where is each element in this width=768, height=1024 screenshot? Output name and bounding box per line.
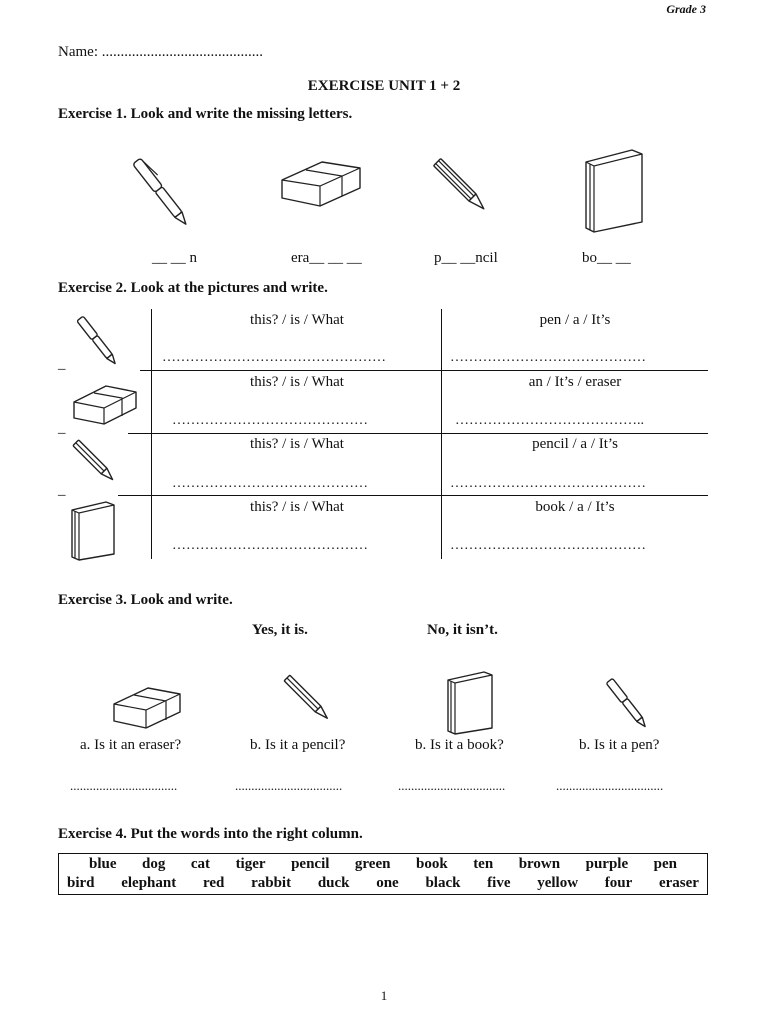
pen-icon [122,150,202,234]
row-3-left-prompt: this? / is / What [250,436,344,452]
table-row-line [128,433,708,434]
word-item: cat [190,856,211,872]
word-item: yellow [537,875,579,891]
row-4-left-answer: …………………………………… [172,538,368,553]
dash-mark: _ [58,420,66,436]
word-item: ten [473,856,494,872]
word-item: black [425,875,461,891]
word-item: duck [317,875,350,891]
table-row-line [140,370,708,371]
word-bank [58,853,708,895]
word-item: eraser [658,875,699,891]
row-3-right-answer: …………………………………… [450,476,646,491]
answer-line-eraser: ................................. [70,778,178,793]
word-item: elephant [121,875,177,891]
row-1-left-prompt: this? / is / What [250,312,344,328]
row-4-left-prompt: this? / is / What [250,499,344,515]
word-bank-row-2 [59,875,707,892]
row-3-left-answer: …………………………………… [172,476,368,491]
word-item: four [604,875,633,891]
missing-letters-book: bo__ __ [582,250,631,266]
pen-icon [68,310,128,370]
word-item: bird [67,875,95,891]
word-item: brown [518,856,561,872]
word-item: green [354,856,391,872]
word-bank-row-1 [59,856,707,873]
question-eraser: a. Is it an eraser? [80,737,182,753]
name-line: Name: ........................................... [58,44,263,60]
answer-line-pen: ................................. [556,778,664,793]
pencil-icon [68,436,126,492]
answer-line-book: ................................. [398,778,506,793]
missing-letters-pen: __ __ n [152,250,197,266]
word-item: pencil [291,856,330,872]
table-divider-left [151,309,152,559]
question-pen: b. Is it a pen? [579,737,660,753]
book-icon [580,148,646,234]
pen-icon [598,672,658,734]
eraser-icon [278,152,364,212]
row-4-right-answer: …………………………………… [450,538,646,553]
word-item: one [376,875,399,891]
dash-mark: _ [58,482,66,498]
exercise-3-heading: Exercise 3. Look and write. [58,592,233,608]
row-1-right-prompt: pen / a / It’s [539,312,611,328]
page-number: 1 [380,988,388,1003]
word-item: book [415,856,448,872]
eraser-icon [70,378,140,428]
word-item: dog [142,856,166,872]
row-2-left-answer: …………………………………… [172,413,368,428]
row-3-right-prompt: pencil / a / It’s [532,436,618,452]
dash-mark: _ [58,356,66,372]
exercise-2-heading: Exercise 2. Look at the pictures and write. [58,280,328,296]
grade-label: Grade 3 [666,2,706,16]
exercise-4-heading: Exercise 4. Put the words into the right column. [58,826,363,842]
answer-option-no: No, it isn’t. [427,622,498,638]
answer-option-yes: Yes, it is. [252,622,308,638]
word-item: blue [89,856,117,872]
answer-line-pencil: ................................. [235,778,343,793]
word-item: tiger [235,856,266,872]
row-2-left-prompt: this? / is / What [250,374,344,390]
exercise-1-heading: Exercise 1. Look and write the missing letters. [58,106,353,122]
table-row-line [118,495,708,496]
table-divider-middle [441,309,442,559]
question-book: b. Is it a book? [415,737,504,753]
word-item: rabbit [251,875,292,891]
book-icon [444,670,496,736]
word-item: red [202,875,225,891]
word-item: five [487,875,511,891]
row-2-right-answer: ………………………………….. [455,413,644,428]
word-item: purple [585,856,629,872]
row-4-right-prompt: book / a / It’s [535,499,615,515]
word-item: pen [653,856,677,872]
pencil-icon [280,672,342,732]
missing-letters-pencil: p__ __ncil [434,250,498,266]
page-title: EXERCISE UNIT 1 + 2 [307,78,461,94]
eraser-icon [110,680,184,732]
book-icon [68,500,118,562]
row-1-right-answer: …………………………………… [450,350,646,365]
pencil-icon [428,155,500,223]
row-1-left-answer: ………………………………………… [162,350,386,365]
missing-letters-eraser: era__ __ __ [291,250,362,266]
question-pencil: b. Is it a pencil? [250,737,346,753]
row-2-right-prompt: an / It’s / eraser [528,374,622,390]
